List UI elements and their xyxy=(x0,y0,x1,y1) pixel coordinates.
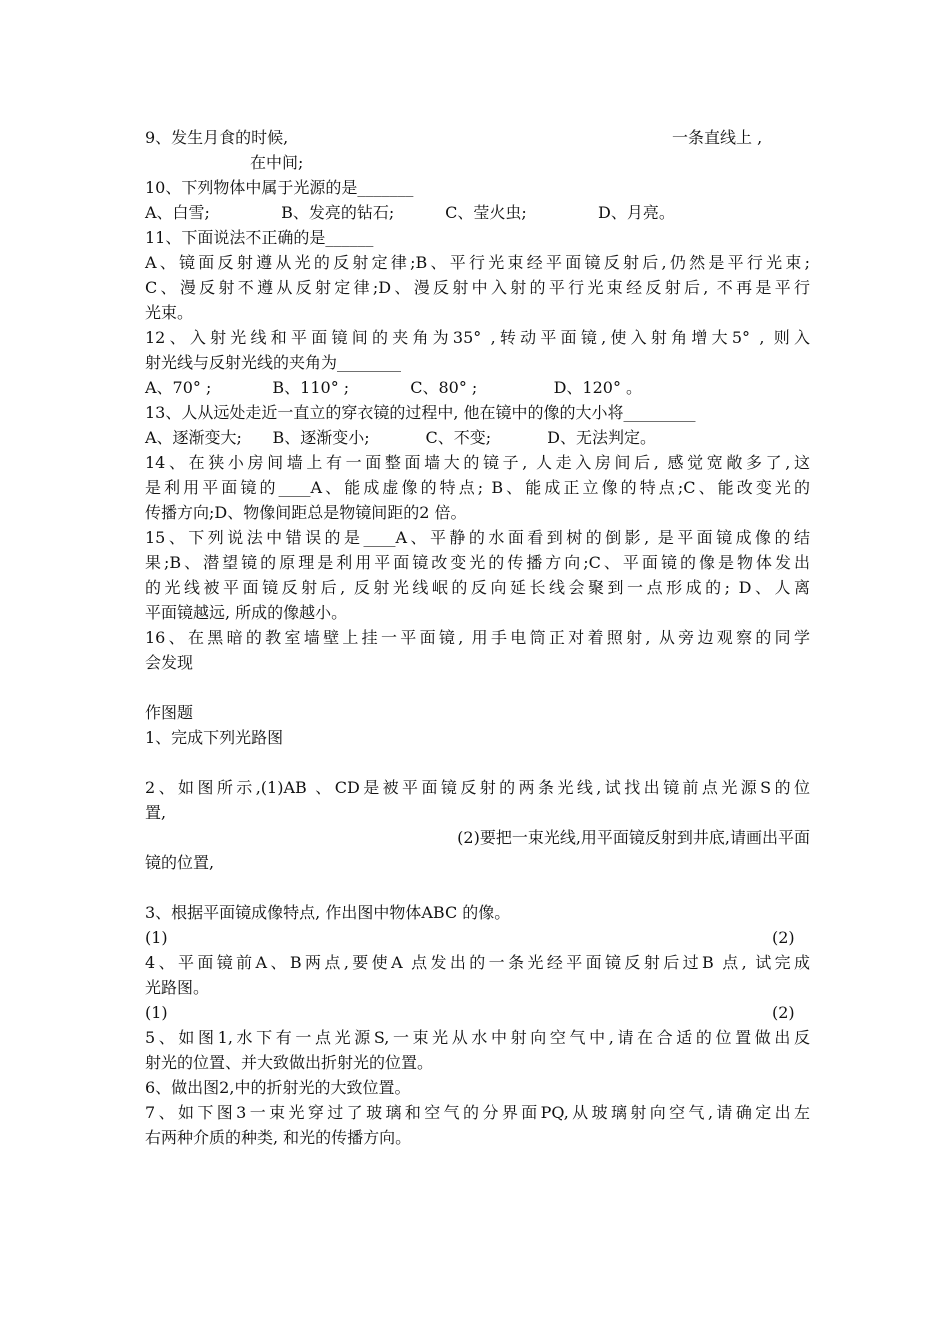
drawing-question-7-line-2: 右两种介质的种类, 和光的传播方向。 xyxy=(145,1128,412,1147)
question-9-line-1: 9、发生月食的时候, xyxy=(145,128,289,147)
question-10-options: A、白雪; B、发亮的钻石; C、莹火虫; D、月亮。 xyxy=(145,203,675,222)
drawing-question-5-line-2: 射光的位置、并大致做出折射光的位置。 xyxy=(145,1053,434,1072)
question-14-line-3: 传播方向;D、物像间距总是物镜间距的2 倍。 xyxy=(145,503,467,522)
question-13: 13、人从远处走近一直立的穿衣镜的过程中, 他在镜中的像的大小将_________ xyxy=(145,403,696,422)
question-15-line-1: 15、下列说法中错误的是____A、平静的水面看到树的倒影, 是平面镜成像的结 xyxy=(145,528,810,547)
drawing-question-3: 3、根据平面镜成像特点, 作出图中物体ABC 的像。 xyxy=(145,903,511,922)
drawing-question-2-line-4: 镜的位置, xyxy=(145,853,215,872)
question-15-line-4: 平面镜越远, 所成的像越小。 xyxy=(145,603,348,622)
drawing-question-4-line-2: 光路图。 xyxy=(145,978,210,997)
drawing-question-4-line-1: 4、平面镜前A、B两点,要使A 点发出的一条光经平面镜反射后过B 点, 试完成 xyxy=(145,953,810,972)
drawing-question-5-line-1: 5、如图1,水下有一点光源S,一束光从水中射向空气中,请在合适的位置做出反 xyxy=(145,1028,810,1047)
question-11-option-line-3: 光束。 xyxy=(145,303,194,322)
drawing-section-title: 作图题 xyxy=(145,703,194,722)
question-16-line-2: 会发现 xyxy=(145,653,194,672)
drawing-question-1: 1、完成下列光路图 xyxy=(145,728,284,747)
question-15-line-3: 的光线被平面镜反射后, 反射光线岷的反向延长线会聚到一点形成的; D、人离 xyxy=(145,578,810,597)
question-9-line-2: 在中间; xyxy=(250,153,304,172)
question-11: 11、下面说法不正确的是______ xyxy=(145,228,374,247)
drawing-question-6: 6、做出图2,中的折射光的大致位置。 xyxy=(145,1078,411,1097)
question-14-line-1: 14、在狭小房间墙上有一面整面墙大的镜子, 人走入房间后, 感觉宽敞多了,这 xyxy=(145,453,810,472)
question-12-line-1: 12、入射光线和平面镜间的夹角为35° ,转动平面镜,使入射角增大5° , 则入 xyxy=(145,328,810,347)
question-10: 10、下列物体中属于光源的是_______ xyxy=(145,178,414,197)
drawing-question-7-line-1: 7、如下图3一束光穿过了玻璃和空气的分界面PQ,从玻璃射向空气,请确定出左 xyxy=(145,1103,810,1122)
drawing-question-2-line-3: (2)要把一束光线,用平面镜反射到井底,请画出平面 xyxy=(457,828,810,847)
question-15-line-2: 果;B、潜望镜的原理是利用平面镜改变光的传播方向;C、平面镜的像是物体发出 xyxy=(145,553,810,572)
question-12-options: A、70° ; B、110° ; C、80° ; D、120° 。 xyxy=(145,378,643,397)
drawing-question-3-figure-2-label: (2) xyxy=(772,928,795,947)
question-9-line-1-tail: 一条直线上 , xyxy=(672,128,763,147)
drawing-question-2-line-1: 2、如图所示,(1)AB 、CD是被平面镜反射的两条光线,试找出镜前点光源S的位 xyxy=(145,778,810,797)
drawing-question-2-line-2: 置, xyxy=(145,803,167,822)
drawing-question-3-figure-1-label: (1) xyxy=(145,928,168,947)
question-11-option-line-2: C、漫反射不遵从反射定律;D、漫反射中入射的平行光束经反射后, 不再是平行 xyxy=(145,278,810,297)
question-11-option-line-1: A、镜面反射遵从光的反射定律;B、平行光束经平面镜反射后,仍然是平行光束; xyxy=(145,253,810,272)
question-16-line-1: 16、在黑暗的教室墙壁上挂一平面镜, 用手电筒正对着照射, 从旁边观察的同学 xyxy=(145,628,810,647)
question-14-line-2: 是利用平面镜的____A、能成虚像的特点; B、能成正立像的特点;C、能改变光的 xyxy=(145,478,810,497)
drawing-question-4-figure-1-label: (1) xyxy=(145,1003,168,1022)
question-13-options: A、逐渐变大; B、逐渐变小; C、不变; D、无法判定。 xyxy=(145,428,656,447)
drawing-question-4-figure-2-label: (2) xyxy=(772,1003,795,1022)
question-12-line-2: 射光线与反射光线的夹角为________ xyxy=(145,353,402,372)
